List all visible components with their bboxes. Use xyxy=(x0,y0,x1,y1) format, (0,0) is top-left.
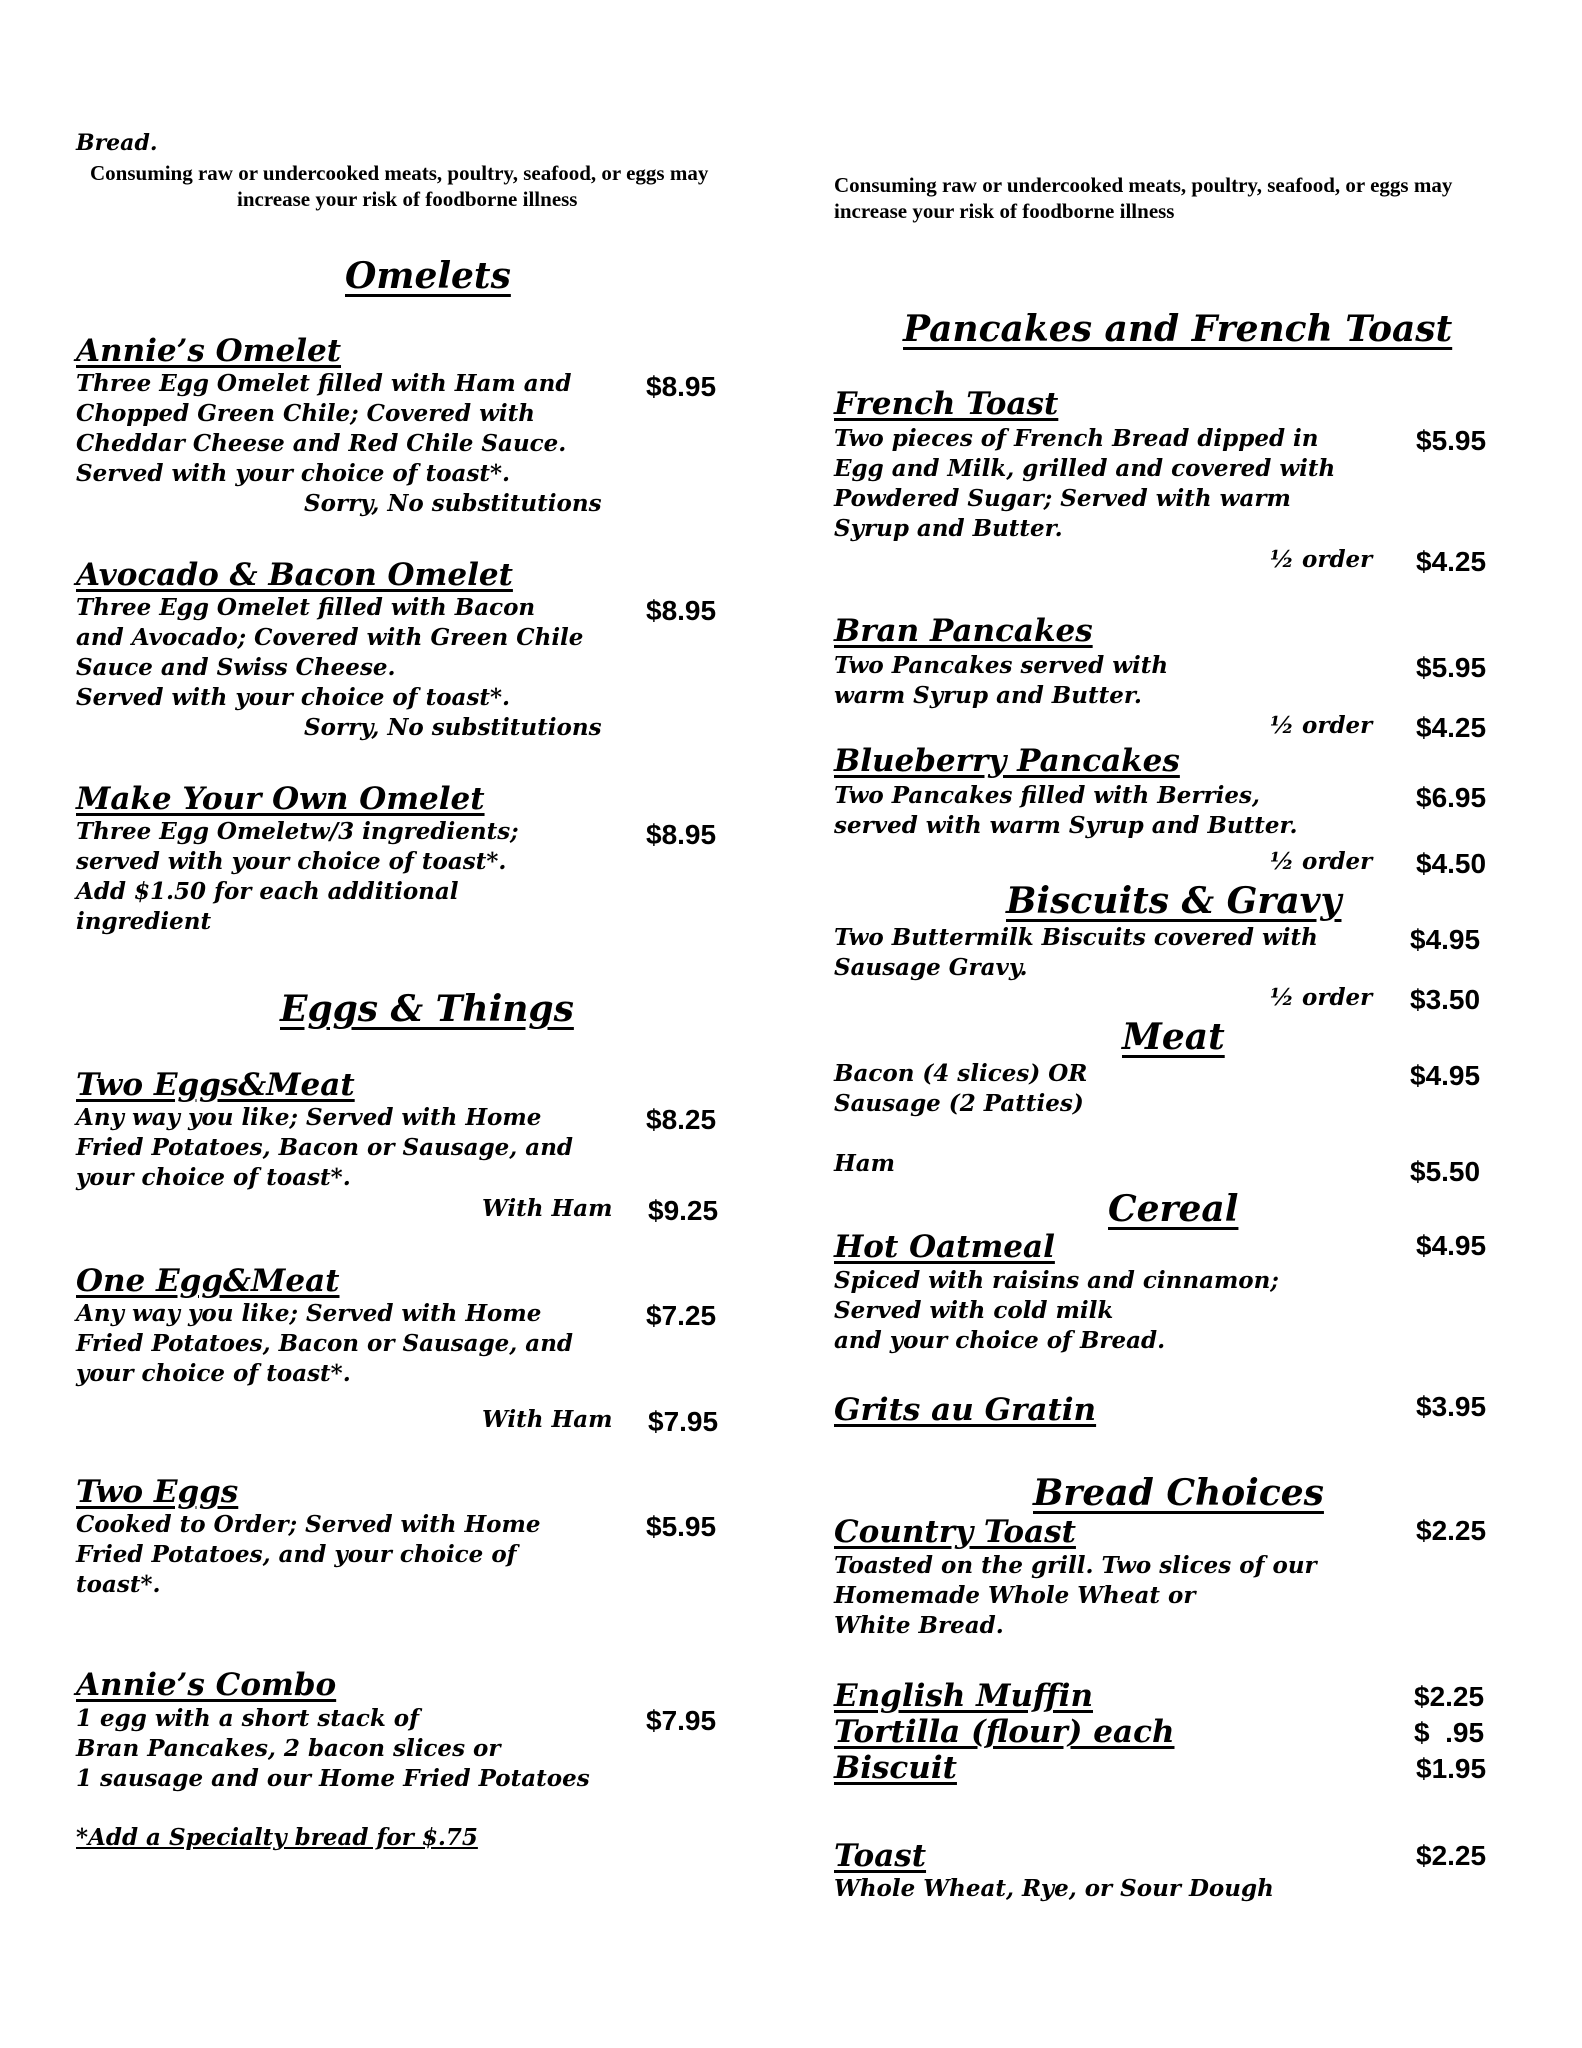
price-tortilla: $ .95 xyxy=(1414,1717,1485,1748)
desc-annies-combo: 1 egg with a short stack of Bran Pancakes, 2 bacon slices or 1 sausage and our Home Fried Potatoes xyxy=(76,1705,590,1792)
price-annies-omelet: $8.95 xyxy=(646,371,717,402)
item-tortilla: Tortilla (flour) each xyxy=(834,1714,1175,1750)
price-hot-oatmeal: $4.95 xyxy=(1416,1230,1487,1261)
allergy-warning-line-2: increase your risk of foodborne illness xyxy=(237,187,578,211)
price-one-egg-meat-with-ham: $7.95 xyxy=(648,1406,719,1437)
item-one-egg-meat: One Egg&Meat xyxy=(76,1263,340,1299)
item-annies-omelet: Annie’s Omelet xyxy=(76,333,342,369)
price-biscuits-gravy-half: $3.50 xyxy=(1410,984,1481,1015)
note-no-substitutions: Sorry, No substitutions xyxy=(304,714,602,741)
item-bran-pancakes: Bran Pancakes xyxy=(834,613,1093,649)
price-biscuit: $1.95 xyxy=(1416,1753,1487,1784)
desc-biscuits-gravy: Two Buttermilk Biscuits covered with Sausage Gravy. xyxy=(834,924,1318,981)
allergy-warning-line-2: increase your risk of foodborne illness xyxy=(834,199,1175,223)
price-bran-pancakes-half: $4.25 xyxy=(1416,712,1487,743)
price-english-muffin: $2.25 xyxy=(1414,1681,1485,1712)
heading-eggs-things: Eggs & Things xyxy=(280,988,574,1030)
desc-one-egg-meat: Any way you like; Served with Home Fried Potatoes, Bacon or Sausage, and your choice of toast*. xyxy=(76,1300,574,1387)
desc-two-eggs: Cooked to Order; Served with Home Fried Potatoes, and your choice of toast*. xyxy=(76,1511,541,1598)
heading-biscuits-gravy: Biscuits & Gravy xyxy=(1006,880,1342,922)
price-blueberry-pancakes: $6.95 xyxy=(1416,782,1487,813)
desc-bacon-sausage: Bacon (4 slices) OR Sausage (2 Patties) xyxy=(834,1060,1088,1117)
price-french-toast: $5.95 xyxy=(1416,425,1487,456)
price-one-egg-meat: $7.25 xyxy=(646,1300,717,1331)
desc-toast: Whole Wheat, Rye, or Sour Dough xyxy=(834,1875,1274,1902)
note-no-substitutions: Sorry, No substitutions xyxy=(304,490,602,517)
price-french-toast-half: $4.25 xyxy=(1416,546,1487,577)
desc-country-toast: Toasted on the grill. Two slices of our Homemade Whole Wheat or White Bread. xyxy=(834,1552,1317,1639)
desc-two-eggs-meat: Any way you like; Served with Home Fried Potatoes, Bacon or Sausage, and your choice of toast*. xyxy=(76,1104,574,1191)
price-ham: $5.50 xyxy=(1410,1156,1481,1187)
desc-annies-omelet: Three Egg Omelet filled with Ham and Chopped Green Chile; Covered with Cheddar Cheese and Red Chile Sauce. Served with your choice of toast*. xyxy=(76,370,572,487)
price-two-eggs-meat: $8.25 xyxy=(646,1104,717,1135)
price-toast: $2.25 xyxy=(1416,1840,1487,1871)
price-two-eggs: $5.95 xyxy=(646,1511,717,1542)
item-toast: Toast xyxy=(834,1838,927,1874)
note-specialty-bread: *Add a Specialty bread for $.75 xyxy=(76,1824,478,1851)
item-grits-au-gratin: Grits au Gratin xyxy=(834,1392,1097,1428)
allergy-warning-line-1: Consuming raw or undercooked meats, poultry, seafood, or eggs may xyxy=(834,173,1453,197)
item-ham: Ham xyxy=(834,1150,895,1177)
price-biscuits-gravy: $4.95 xyxy=(1410,924,1481,955)
heading-cereal: Cereal xyxy=(1108,1188,1239,1230)
label-half-order: ½ order xyxy=(1270,848,1373,875)
label-half-order: ½ order xyxy=(1270,712,1373,739)
item-make-your-own-omelet: Make Your Own Omelet xyxy=(76,781,485,817)
heading-bread-choices: Bread Choices xyxy=(1033,1472,1324,1514)
desc-bran-pancakes: Two Pancakes served with warm Syrup and Butter. xyxy=(834,652,1169,709)
top-fragment: Bread. xyxy=(76,130,158,156)
label-with-ham: With Ham xyxy=(482,1195,613,1222)
item-two-eggs-meat: Two Eggs&Meat xyxy=(76,1067,355,1103)
desc-french-toast: Two pieces of French Bread dipped in Egg and Milk, grilled and covered with Powdered Sugar; Served with warm Syrup and Butter. xyxy=(834,425,1336,542)
desc-make-your-own-omelet: Three Egg Omeletw/3 ingredients; served with your choice of toast*. Add $1.50 for each additional ingredient xyxy=(76,818,519,935)
item-blueberry-pancakes: Blueberry Pancakes xyxy=(834,743,1180,779)
allergy-warning-line-1: Consuming raw or undercooked meats, poultry, seafood, or eggs may xyxy=(90,161,709,185)
price-annies-combo: $7.95 xyxy=(646,1705,717,1736)
desc-avocado-bacon-omelet: Three Egg Omelet filled with Bacon and Avocado; Covered with Green Chile Sauce and Swiss Cheese. Served with your choice of toast*. xyxy=(76,594,584,711)
price-bacon-sausage: $4.95 xyxy=(1410,1060,1481,1091)
heading-omelets: Omelets xyxy=(345,255,511,297)
item-annies-combo: Annie’s Combo xyxy=(76,1667,337,1703)
price-bran-pancakes: $5.95 xyxy=(1416,652,1487,683)
item-english-muffin: English Muffin xyxy=(834,1678,1093,1714)
item-country-toast: Country Toast xyxy=(834,1514,1076,1550)
heading-pancakes-french-toast: Pancakes and French Toast xyxy=(903,308,1453,350)
price-blueberry-pancakes-half: $4.50 xyxy=(1416,848,1487,879)
item-biscuit: Biscuit xyxy=(834,1750,957,1786)
price-country-toast: $2.25 xyxy=(1416,1515,1487,1546)
desc-blueberry-pancakes: Two Pancakes filled with Berries, served with warm Syrup and Butter. xyxy=(834,782,1298,839)
price-two-eggs-meat-with-ham: $9.25 xyxy=(648,1195,719,1226)
price-avocado-bacon-omelet: $8.95 xyxy=(646,595,717,626)
price-grits-au-gratin: $3.95 xyxy=(1416,1391,1487,1422)
label-with-ham: With Ham xyxy=(482,1406,613,1433)
item-french-toast: French Toast xyxy=(834,386,1059,422)
item-hot-oatmeal: Hot Oatmeal xyxy=(834,1229,1055,1265)
item-avocado-bacon-omelet: Avocado & Bacon Omelet xyxy=(76,557,513,593)
label-half-order: ½ order xyxy=(1270,546,1373,573)
item-two-eggs: Two Eggs xyxy=(76,1474,239,1510)
heading-meat: Meat xyxy=(1122,1016,1225,1058)
price-make-your-own-omelet: $8.95 xyxy=(646,819,717,850)
label-half-order: ½ order xyxy=(1270,984,1373,1011)
desc-hot-oatmeal: Spiced with raisins and cinnamon; Served with cold milk and your choice of Bread. xyxy=(834,1267,1279,1354)
